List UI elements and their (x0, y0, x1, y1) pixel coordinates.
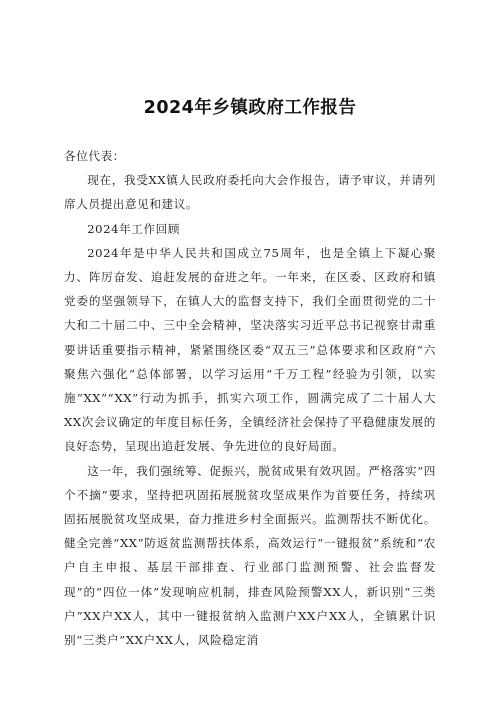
paragraph-review: 2024年是中华人民共和国成立75周年，也是全镇上下凝心聚力、阵厉奋发、追赶发展的奋进之年。一年来，在区委、区政府和镇党委的坚强领导下，在镇人大的监督支持下，我们全面贯彻党的二十大和二十届二中、三中全会精神，坚决落实习近平总书记视察甘肃重要讲话重要指示精神，紧紧围绕区委“双五三”总体要求和区政府“六聚焦六强化”总体部署，以学习运用“千万工程”经验为引领，以实施“XX”“XX”行动为抓手，抓实六项工作，圆满完成了二十届人大XX次会议确定的年度目标任务，全镇经济社会保持了平稳健康发展的良好态势，呈现出追赶发展、争先进位的良好局面。 (64, 245, 436, 454)
document-body (64, 144, 436, 652)
section-heading: 2024年工作回顾 (87, 221, 181, 236)
document-title: 2024年乡镇政府工作报告 (143, 98, 357, 118)
paragraph-intro: 现在，我受XX镇人民政府委托向大会作报告，请予审议，并请列席人员提出意见和建议。 (64, 173, 436, 212)
salutation: 各位代表： (64, 149, 125, 163)
paragraph-poverty: 这一年，我们强统筹、促振兴，脱贫成果有效巩固。严格落实“四个不摘”要求，坚持把巩固拓展脱贫攻坚成果作为首要任务，持续巩固拓展脱贫攻坚成果，奋力推进乡村全面振兴。监测帮扶不断优化。健全完善“XX”防返贫监测帮扶体系，高效运行“一键报贫”系统和“农户自主申报、基层干部排查、行业部门监测预警、社会监督发现”的“四位一体”发现响应机制，排查风险预警XX人，新识别“三类户”XX户XX人，其中一键报贫纳入监测户XX户XX人，全镇累计识别“三类户”XX户XX人，风险稳定消 (64, 463, 436, 648)
